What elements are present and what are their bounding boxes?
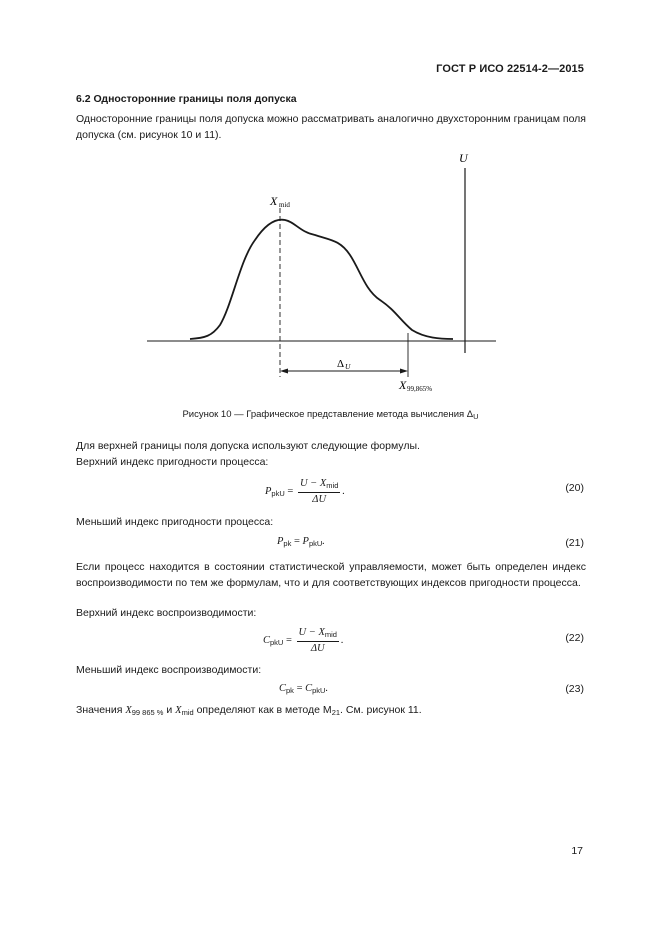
xmid-sub-label: mid: [279, 201, 290, 209]
equation-number-23: (23): [565, 683, 584, 695]
formula-23: $C_{pk} = C_{pkU}$.: [279, 683, 329, 695]
text-line-6: Меньший индекс воспроизводимости:: [76, 664, 262, 676]
document-header: ГОСТ Р ИСО 22514-2—2015: [436, 63, 584, 75]
formula-21: $P_{pk} = P_{pkU}$.: [277, 536, 325, 548]
delta-sub-label: U: [345, 362, 351, 371]
x99-label: X: [399, 378, 407, 392]
text-line-2: Верхний индекс пригодности процесса:: [76, 456, 269, 468]
text-line-7: Значения $X_{99 865 \%}$ и $X_{mid}$ определяют как в методе $M_{21}$. См. рисунок 11.: [76, 704, 422, 717]
text-line-5: Верхний индекс воспроизводимости:: [76, 607, 257, 619]
paragraph-control: Если процесс находится в состоянии статистической управляемости, может быть определен индекс воспроизводимости по тем же формулам, что и для соответствующих индексов пригодности процесса.: [76, 561, 586, 589]
equation-number-21: (21): [565, 537, 584, 549]
text-line-3: Меньший индекс пригодности процесса:: [76, 516, 274, 528]
section-title: 6.2 Односторонние границы поля допуска: [76, 93, 297, 105]
figure-caption: Рисунок 10 — Графическое представление метода вычисления $\Delta_U$: [182, 409, 479, 421]
u-label: U: [459, 151, 468, 165]
delta-label: Δ: [337, 358, 345, 370]
figure-10: [0, 140, 661, 405]
x99-sub-label: 99,865%: [407, 385, 433, 393]
equation-number-22: (22): [565, 632, 584, 644]
page-number: 17: [571, 845, 583, 857]
intro-text: Односторонние границы поля допуска можно рассматривать аналогично двухсторонним границам поля допуска (см. рисунок 10 и 11).: [76, 113, 586, 141]
xmid-label: X: [270, 194, 278, 208]
formula-22: $C_{pkU}$ = $\frac{U - X_{mid}}{\Delta U}$ .: [263, 627, 344, 654]
formula-20: $P_{pkU}$ = $\frac{U - X_{mid}}{\Delta U}$ .: [265, 478, 345, 505]
text-line-1: Для верхней границы поля допуска используют следующие формулы.: [76, 440, 420, 452]
distribution-curve: [190, 220, 453, 339]
intro-paragraph: [76, 111, 586, 143]
equation-number-20: (20): [565, 482, 584, 494]
